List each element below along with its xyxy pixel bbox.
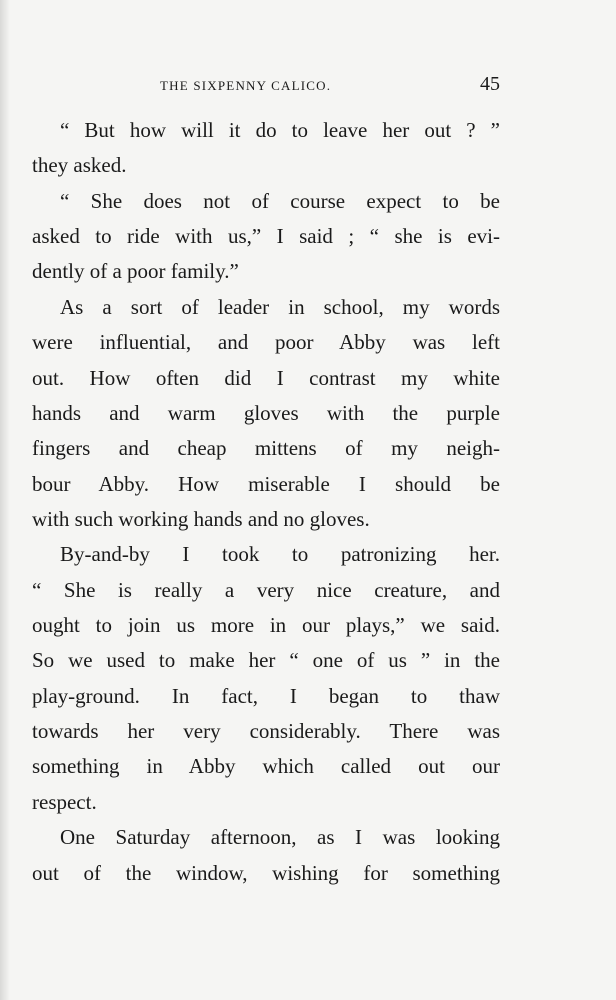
text-line: fingers and cheap mittens of my neigh- [32, 436, 500, 461]
text-line: towards her very considerably. There was [32, 719, 500, 744]
text-line: were influential, and poor Abby was left [32, 330, 500, 355]
text-line: ought to join us more in our plays,” we said. [32, 613, 500, 638]
text-line: As a sort of leader in school, my words [60, 294, 500, 319]
page-gutter-shadow [0, 0, 10, 1000]
text-line: with such working hands and no gloves. [32, 506, 370, 531]
text-line: “ But how will it do to leave her out ? ” [60, 118, 500, 142]
text-line: “ She does not of course expect to be [60, 188, 500, 213]
text-line: play-ground. In fact, I began to thaw [32, 683, 500, 708]
page-header [32, 73, 500, 100]
running-title: THE SIXPENNY CALICO. [160, 78, 332, 93]
text-line: dently of a poor family.” [32, 259, 239, 284]
page-number: 45 [480, 73, 500, 95]
text-line: something in Abby which called out our [32, 754, 500, 779]
text-line: One Saturday afternoon, as I was looking [60, 825, 500, 850]
text-line: bour Abby. How miserable I should be [32, 471, 500, 496]
text-line: “ She is really a very nice creature, and [32, 577, 500, 602]
text-line: hands and warm gloves with the purple [32, 400, 500, 425]
text-line: asked to ride with us,” I said ; “ she is evi- [32, 224, 500, 249]
text-line: respect. [32, 789, 97, 814]
text-line: out of the window, wishing for something [32, 860, 500, 885]
body-text [32, 113, 500, 891]
text-line: So we used to make her “ one of us ” in the [32, 648, 500, 673]
text-line: they asked. [32, 153, 127, 178]
text-line: By-and-by I took to patronizing her. [60, 542, 500, 567]
text-line: out. How often did I contrast my white [32, 365, 500, 390]
